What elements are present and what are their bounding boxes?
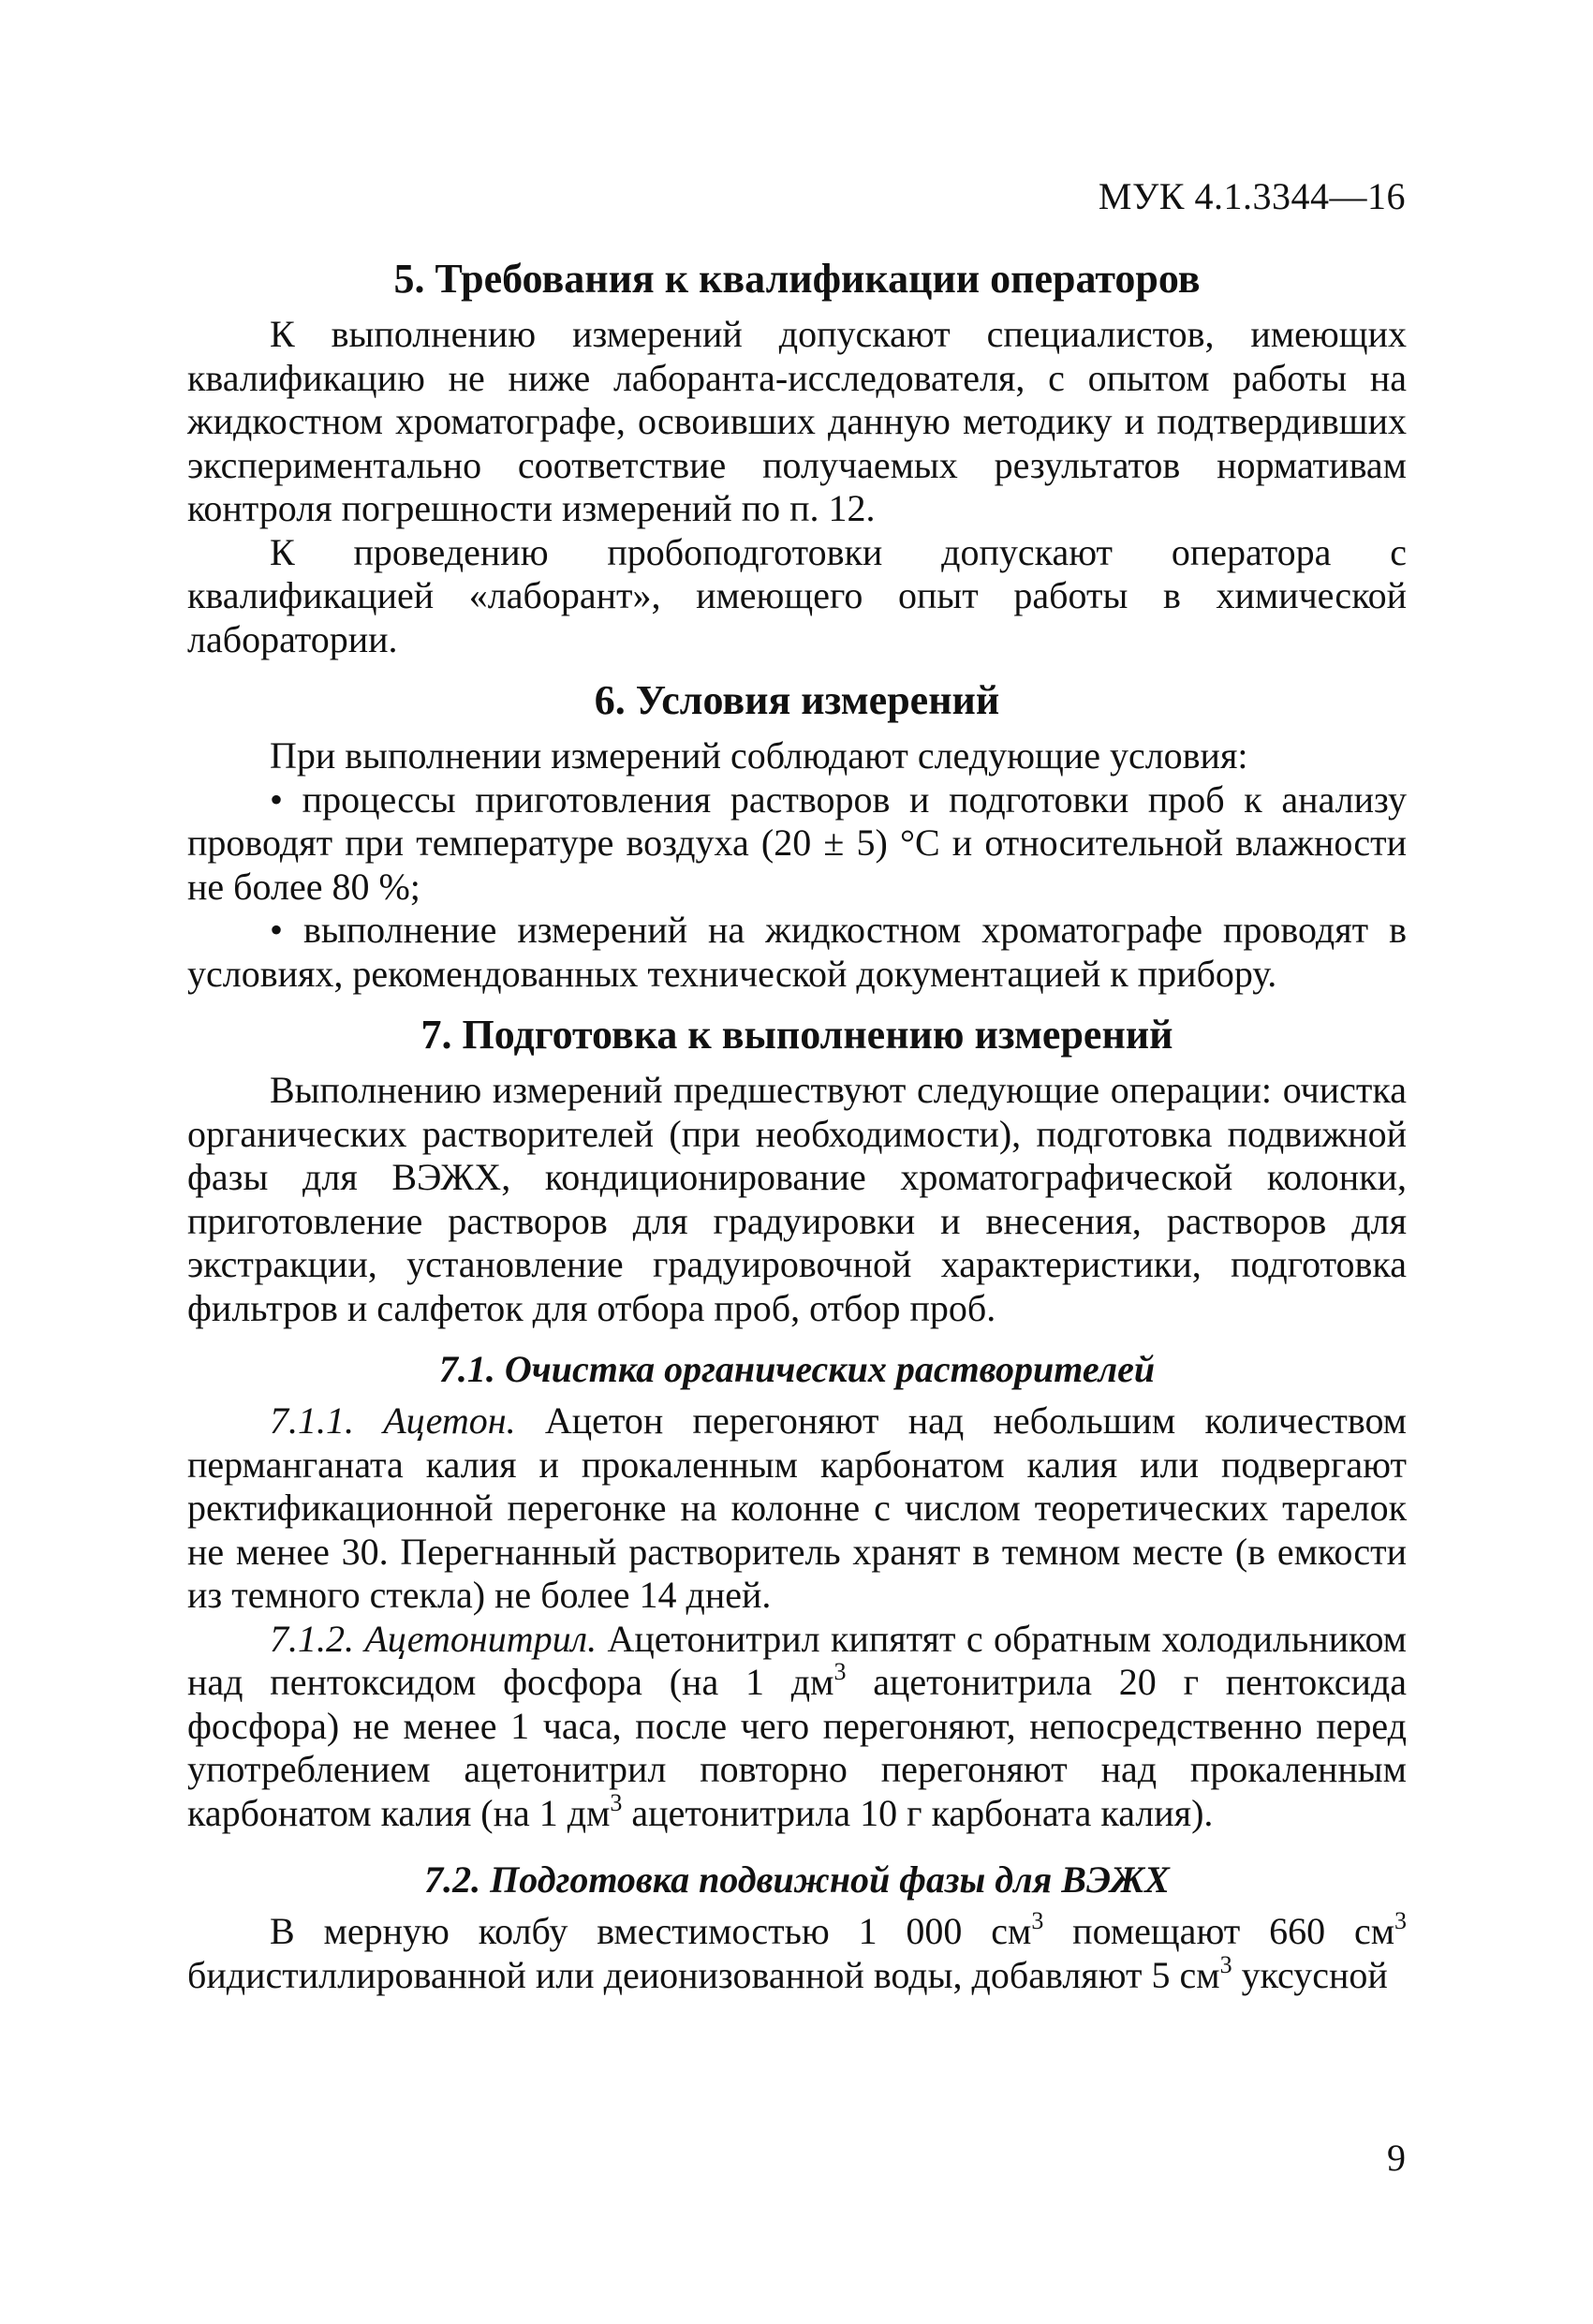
section-7-2-text-d: уксусной [1232,1953,1388,1996]
section-7-2-text-a: В мерную колбу вместимостью 1 000 см [270,1910,1032,1952]
section-6-title: 6. Условия измерений [594,677,1000,723]
section-6-bullet-2: • выполнение измерений на жидкостном хроматографе проводят в условиях, рекомендованных технической документацией к прибору. [187,909,1407,995]
section-7-1-1-text: Ацетон перегоняют над небольшим количеством перманганата калия и прокаленным карбонатом калия или подвергают ректификационной перегонке на колонне с числом теоретических тарелок не менее 30. Перегнанный растворитель хранят в темном месте (в емкости из темного стекла) не более 14 дней. [187,1399,1407,1616]
section-5-paragraph-2: К проведению пробоподготовки допускают оператора с квалификацией «лаборант», имеющего опыт работы в химической лаборатории. [187,530,1407,660]
superscript-3: 3 [1031,1907,1044,1934]
section-7-paragraph-1: Выполнению измерений предшествуют следующие операции: очистка органических растворителей (при необходимости), подготовка подвижной фазы для ВЭЖХ, кондиционирование хроматографической колонки, приготовление растворов для градуировки и внесения, растворов для экстракции, установление градуировочной характеристики, подготовка фильтров и салфеток для отбора проб, отбор проб. [187,1069,1407,1329]
section-7-1-1-paragraph [187,1399,1407,1618]
section-6-bullet-1: • процессы приготовления растворов и подготовки проб к анализу проводят при температуре воздуха (20 ± 5) °С и относительной влажности не более 80 %; [187,777,1407,908]
section-7-2-text-c: бидистиллированной или деионизованной воды, добавляют 5 см [187,1953,1220,1996]
section-5-title: 5. Требования к квалификации операторов [393,256,1201,302]
section-7-2-paragraph [187,1907,1408,1997]
section-7-1-2-text-a: Ацетонитрил кипятят с обратным холодильником над пентоксидом фосфора (на 1 дм [187,1617,1407,1703]
superscript-3: 3 [833,1658,847,1685]
superscript-3: 3 [1219,1950,1232,1978]
section-6-intro: При выполнении измерений соблюдают следующие условия: [270,734,1248,777]
document-code: МУК 4.1.3344—16 [1098,175,1406,217]
section-7-title: 7. Подготовка к выполнению измерений [420,1012,1173,1058]
section-7-1-title: 7.1. Очистка органических растворителей [438,1348,1156,1390]
section-7-2-text-b: помещают 660 см [1043,1910,1395,1952]
section-7-1-1-label: 7.1.1. Ацетон. [270,1399,516,1442]
section-7-2-title: 7.2. Подготовка подвижной фазы для ВЭЖХ [424,1858,1170,1901]
section-7-1-2-text-b: ацетонитрила 20 г пентоксида фосфора) не менее 1 часа, после чего перегоняют, непосредственно перед употреблением ацетонитрил повторно перегоняют над прокаленным карбонатом калия (на 1 дм [187,1661,1407,1834]
superscript-3: 3 [610,1788,623,1816]
page-content [187,255,1407,1997]
section-5-paragraph-1: К выполнению измерений допускают специалистов, имеющих квалификацию не ниже лаборанта-исследователя, с опытом работы на жидкостном хроматографе, освоивших данную методику и подтвердивших экспериментально соответствие получаемых результатов нормативам контроля погрешности измерений по п. 12. [187,313,1407,529]
page-number: 9 [1387,2137,1406,2179]
section-7-1-2-text-c: ацетонитрила 10 г карбоната калия). [622,1791,1214,1834]
superscript-3: 3 [1394,1907,1408,1934]
section-7-1-2-label: 7.1.2. Ацетонитрил. [270,1617,597,1660]
section-7-1-2-paragraph [187,1618,1407,1836]
